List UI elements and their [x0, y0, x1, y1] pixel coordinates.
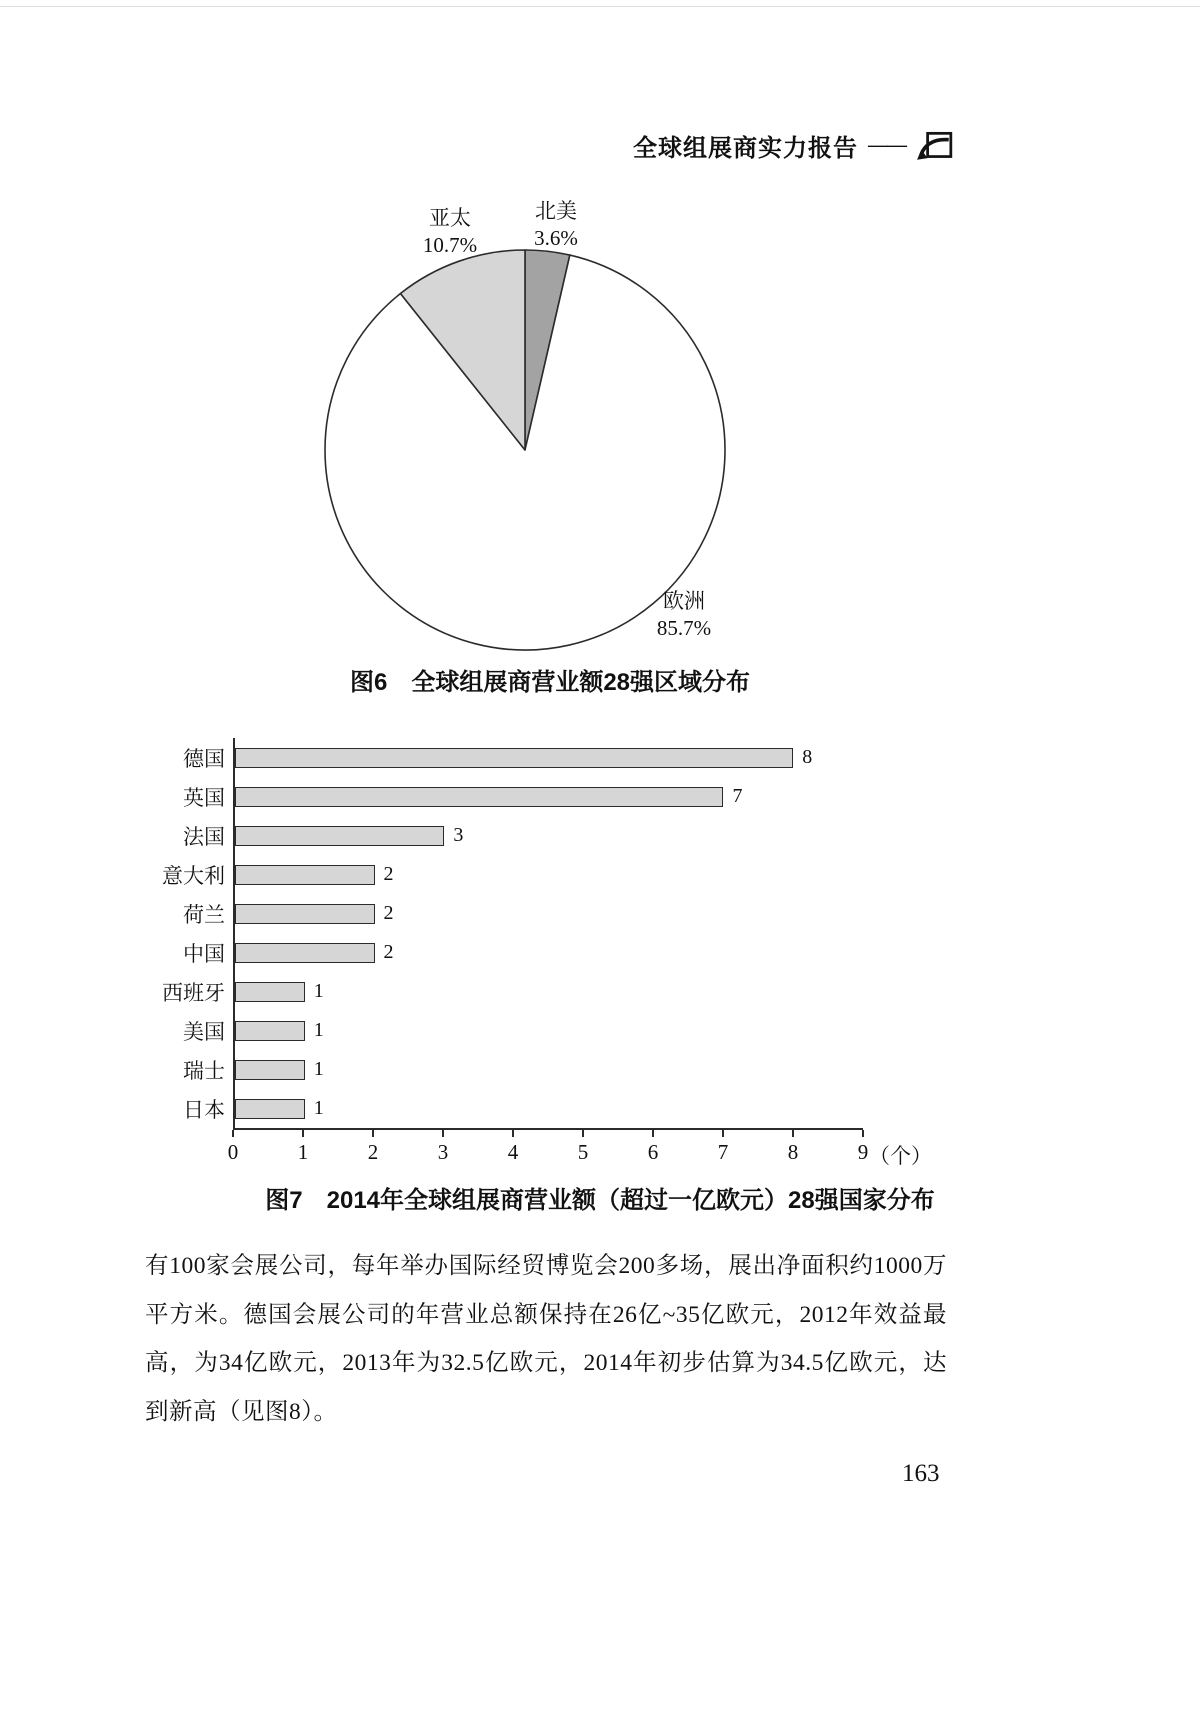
pie-label-europe	[638, 588, 730, 643]
bar-row	[143, 933, 883, 972]
bar-value-label: 8	[802, 746, 813, 768]
page-top-rule	[0, 6, 1200, 7]
x-tick-label: 3	[437, 1140, 449, 1164]
bar	[235, 943, 375, 963]
bar	[235, 1060, 305, 1080]
bar-rows	[143, 738, 883, 1128]
bar-category-label: 英国	[183, 785, 225, 810]
x-tick-label: 5	[577, 1140, 589, 1164]
bar-track	[233, 1011, 863, 1050]
body-paragraph: 有100家会展公司，每年举办国际经贸博览会200多场，展出净面积约1000万平方米。德国会展公司的年营业总额保持在26亿~35亿欧元，2012年效益最高，为34亿欧元，2013年为32.5亿欧元，2014年初步估算为34.5亿欧元，达到新高（见图8）。	[145, 1253, 947, 1425]
bar-category-label: 德国	[183, 746, 225, 771]
x-tick-mark	[232, 1130, 234, 1137]
bar-category-label: 荷兰	[183, 902, 225, 927]
bar-category-label: 中国	[183, 941, 225, 966]
bar-track	[233, 1089, 863, 1128]
bar-value-label: 2	[383, 902, 394, 924]
page-header	[633, 128, 954, 163]
figure7-caption: 图7 2014年全球组展商营业额（超过一亿欧元）28强国家分布	[265, 1187, 935, 1214]
figure6-caption: 图6 全球组展商营业额28强区域分布	[349, 669, 751, 696]
bar-value-label: 7	[732, 785, 743, 807]
x-tick-mark	[582, 1130, 584, 1137]
x-tick-mark	[372, 1130, 374, 1137]
x-axis	[227, 1128, 932, 1170]
bar-row	[143, 777, 883, 816]
bar	[235, 1099, 305, 1119]
bar	[235, 748, 793, 768]
bar-row	[143, 1050, 883, 1089]
bar-category-label: 法国	[183, 824, 225, 849]
x-tick-mark	[512, 1130, 514, 1137]
x-axis-unit-label: （个）	[869, 1144, 932, 1168]
pie-label-north-america	[513, 198, 599, 253]
x-tick-mark	[652, 1130, 654, 1137]
x-tick-label: 2	[367, 1140, 379, 1164]
x-tick-mark	[792, 1130, 794, 1137]
bar-row	[143, 894, 883, 933]
bar-value-label: 2	[383, 941, 394, 963]
x-tick-mark	[862, 1130, 864, 1137]
bar	[235, 904, 375, 924]
bar-row	[143, 1089, 883, 1128]
bar-row	[143, 1011, 883, 1050]
bar-track	[233, 972, 863, 1011]
bar-row	[143, 738, 883, 777]
header-dash: ——	[868, 134, 906, 156]
x-tick-label: 4	[507, 1140, 519, 1164]
bar-category-label: 日本	[183, 1097, 225, 1122]
x-tick-label: 0	[227, 1140, 239, 1164]
header-title: 全球组展商实力报告	[633, 135, 858, 162]
x-tick-label: 9	[857, 1140, 869, 1164]
x-tick-mark	[442, 1130, 444, 1137]
bar-row	[143, 816, 883, 855]
bar-category-label: 意大利	[162, 863, 225, 888]
bar-category-label: 西班牙	[162, 980, 225, 1005]
x-tick-mark	[302, 1130, 304, 1137]
arrow-box-logo-icon	[916, 130, 954, 162]
bar-category-label: 美国	[183, 1019, 225, 1044]
bar-category-label: 瑞士	[183, 1058, 225, 1083]
bar-value-label: 3	[453, 824, 464, 846]
bar-row	[143, 972, 883, 1011]
bar-value-label: 1	[313, 980, 324, 1002]
pie-slice-name: 欧洲	[663, 589, 705, 613]
bar-row	[143, 855, 883, 894]
bar-track	[233, 777, 863, 816]
bar-value-label: 1	[313, 1058, 324, 1080]
x-tick-mark	[722, 1130, 724, 1137]
pie-slice-percent: 10.7%	[422, 233, 478, 258]
x-tick-label: 8	[787, 1140, 799, 1164]
pie-slice-percent: 85.7%	[656, 616, 712, 641]
pie-slice-name: 北美	[535, 199, 577, 223]
bar-track	[233, 738, 863, 777]
page-number: 163	[902, 1460, 940, 1487]
figure7-bar-chart	[143, 738, 932, 1170]
bar	[235, 826, 444, 846]
bar	[235, 865, 375, 885]
bar-value-label: 1	[313, 1019, 324, 1041]
pie-label-asia-pacific	[405, 205, 495, 260]
pie-slice-name: 亚太	[429, 206, 471, 230]
bar-track	[233, 894, 863, 933]
bar-value-label: 2	[383, 863, 394, 885]
bar-track	[233, 1050, 863, 1089]
bar-value-label: 1	[313, 1097, 324, 1119]
x-tick-label: 1	[297, 1140, 309, 1164]
bar-track	[233, 816, 863, 855]
bar-track	[233, 933, 863, 972]
bar	[235, 1021, 305, 1041]
bar	[235, 982, 305, 1002]
x-tick-label: 7	[717, 1140, 729, 1164]
bar-track	[233, 855, 863, 894]
pie-slice-percent: 3.6%	[534, 226, 578, 251]
x-tick-label: 6	[647, 1140, 659, 1164]
bar	[235, 787, 723, 807]
